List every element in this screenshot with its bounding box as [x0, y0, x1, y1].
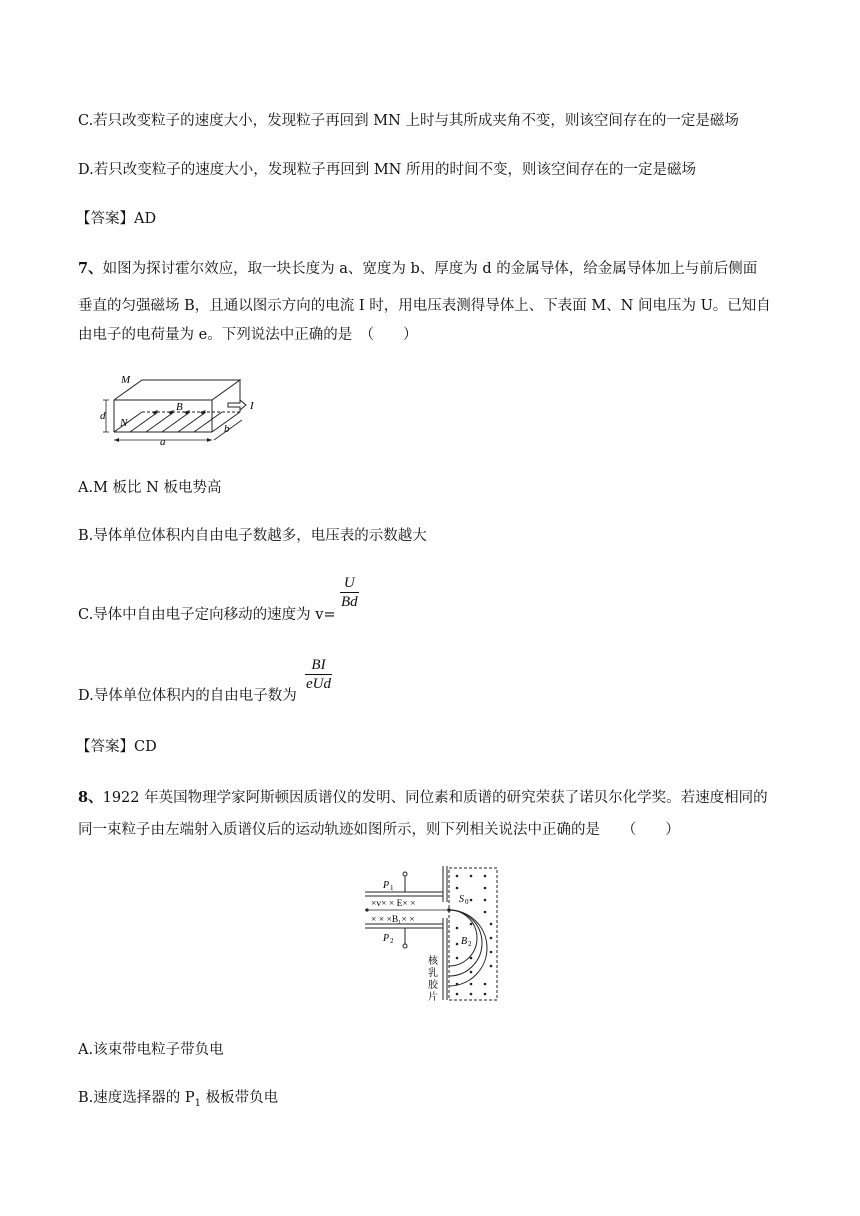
- q7-option-d-numerator: BI: [311, 657, 326, 673]
- q7-option-d-denominator: eUd: [306, 676, 331, 692]
- q7-option-b: B.导体单位体积内自由电子数越多，电压表的示数越大: [78, 528, 427, 544]
- q7-option-c: [78, 605, 336, 625]
- q7-option-d-fraction: [305, 656, 332, 693]
- q7-stem-3: 由电子的电荷量为 e。下列说法中正确的是 （ ）: [78, 327, 418, 343]
- q7-stem-1: 如图为探讨霍尔效应，取一块长度为 a、宽度为 b、厚度为 d 的金属导体，给金属导体加上与前后侧面: [102, 261, 758, 277]
- q8-option-b-tail: 极板带负电: [201, 1090, 279, 1106]
- q7-label-i: I: [250, 400, 254, 412]
- q7-label-d: d: [100, 410, 106, 422]
- q7-option-c-text: C.导体中自由电子定向移动的速度为 v=: [78, 607, 336, 623]
- q7-stem-line-1: [78, 259, 757, 279]
- q8-label-p1: P: [383, 880, 390, 891]
- q7-option-d: [78, 686, 297, 706]
- q8-label-b2-sub: 2: [468, 940, 472, 948]
- q7-hall-effect-figure: [100, 370, 270, 448]
- q8-mass-spectrometer-figure: [365, 866, 505, 1006]
- q7-option-c-numerator: U: [343, 575, 355, 591]
- q8-stem-1: 1922 年英国物理学家阿斯顿因质谱仪的发明、同位素和质谱的研究荣获了诺贝尔化学奖。若速度相同的: [102, 790, 768, 806]
- q8-plate-char-4: 片: [428, 992, 438, 1003]
- q7-option-c-fraction: [340, 574, 359, 611]
- q7-label-a: a: [160, 436, 166, 448]
- q8-field-row-2: × × ×B₁× ×: [371, 915, 415, 925]
- q7-number: 7、: [78, 260, 103, 277]
- q7-option-d-text: D.导体单位体积内的自由电子数为: [78, 688, 297, 704]
- q8-label-p1-sub: 1: [390, 884, 394, 892]
- q8-option-a: A.该束带电粒子带负电: [78, 1042, 224, 1058]
- q8-plate-char-2: 乳: [428, 968, 438, 979]
- q6-answer: 【答案】AD: [76, 211, 157, 227]
- q8-number: 8、: [78, 789, 103, 806]
- q7-option-c-denominator: Bd: [341, 594, 358, 610]
- q8-stem-line-1: [78, 788, 768, 808]
- q8-label-p2: P: [383, 933, 390, 944]
- q6-option-c: C.若只改变粒子的速度大小，发现粒子再回到 MN 上时与其所成夹角不变，则该空间存在的一定是磁场: [78, 113, 739, 129]
- q7-answer: 【答案】CD: [76, 739, 157, 755]
- q8-option-b-text: B.速度选择器的 P: [78, 1090, 195, 1106]
- q7-stem-2: 垂直的匀强磁场 B，且通以图示方向的电流 I 时，用电压表测得导体上、下表面 M、N 间电压为 U。已知自: [78, 298, 771, 314]
- q8-stem-2: 同一束粒子由左端射入质谱仪后的运动轨迹如图所示，则下列相关说法中正确的是 （ ）: [78, 822, 680, 838]
- q8-plate-char-3: 胶: [428, 980, 438, 991]
- q8-label-s0-sub: 0: [465, 898, 469, 906]
- q8-option-b: [78, 1088, 278, 1114]
- q8-field-row-1: ×v× × E× ×: [371, 899, 416, 909]
- q7-option-a: A.M 板比 N 板电势高: [78, 480, 222, 496]
- q7-label-b-field: B: [176, 401, 183, 413]
- q8-plate-char-1: 核: [428, 956, 438, 967]
- q8-option-b-sub: 1: [194, 1097, 202, 1109]
- q8-label-p2-sub: 2: [390, 937, 394, 945]
- q7-label-b: b: [224, 423, 230, 435]
- q8-label-s0: S: [459, 894, 464, 905]
- q7-label-n: N: [120, 417, 128, 429]
- q8-label-b2: B: [461, 936, 468, 947]
- q6-option-d: D.若只改变粒子的速度大小，发现粒子再回到 MN 所用的时间不变，则该空间存在的一定是磁场: [78, 162, 696, 178]
- q7-label-m: M: [121, 374, 131, 386]
